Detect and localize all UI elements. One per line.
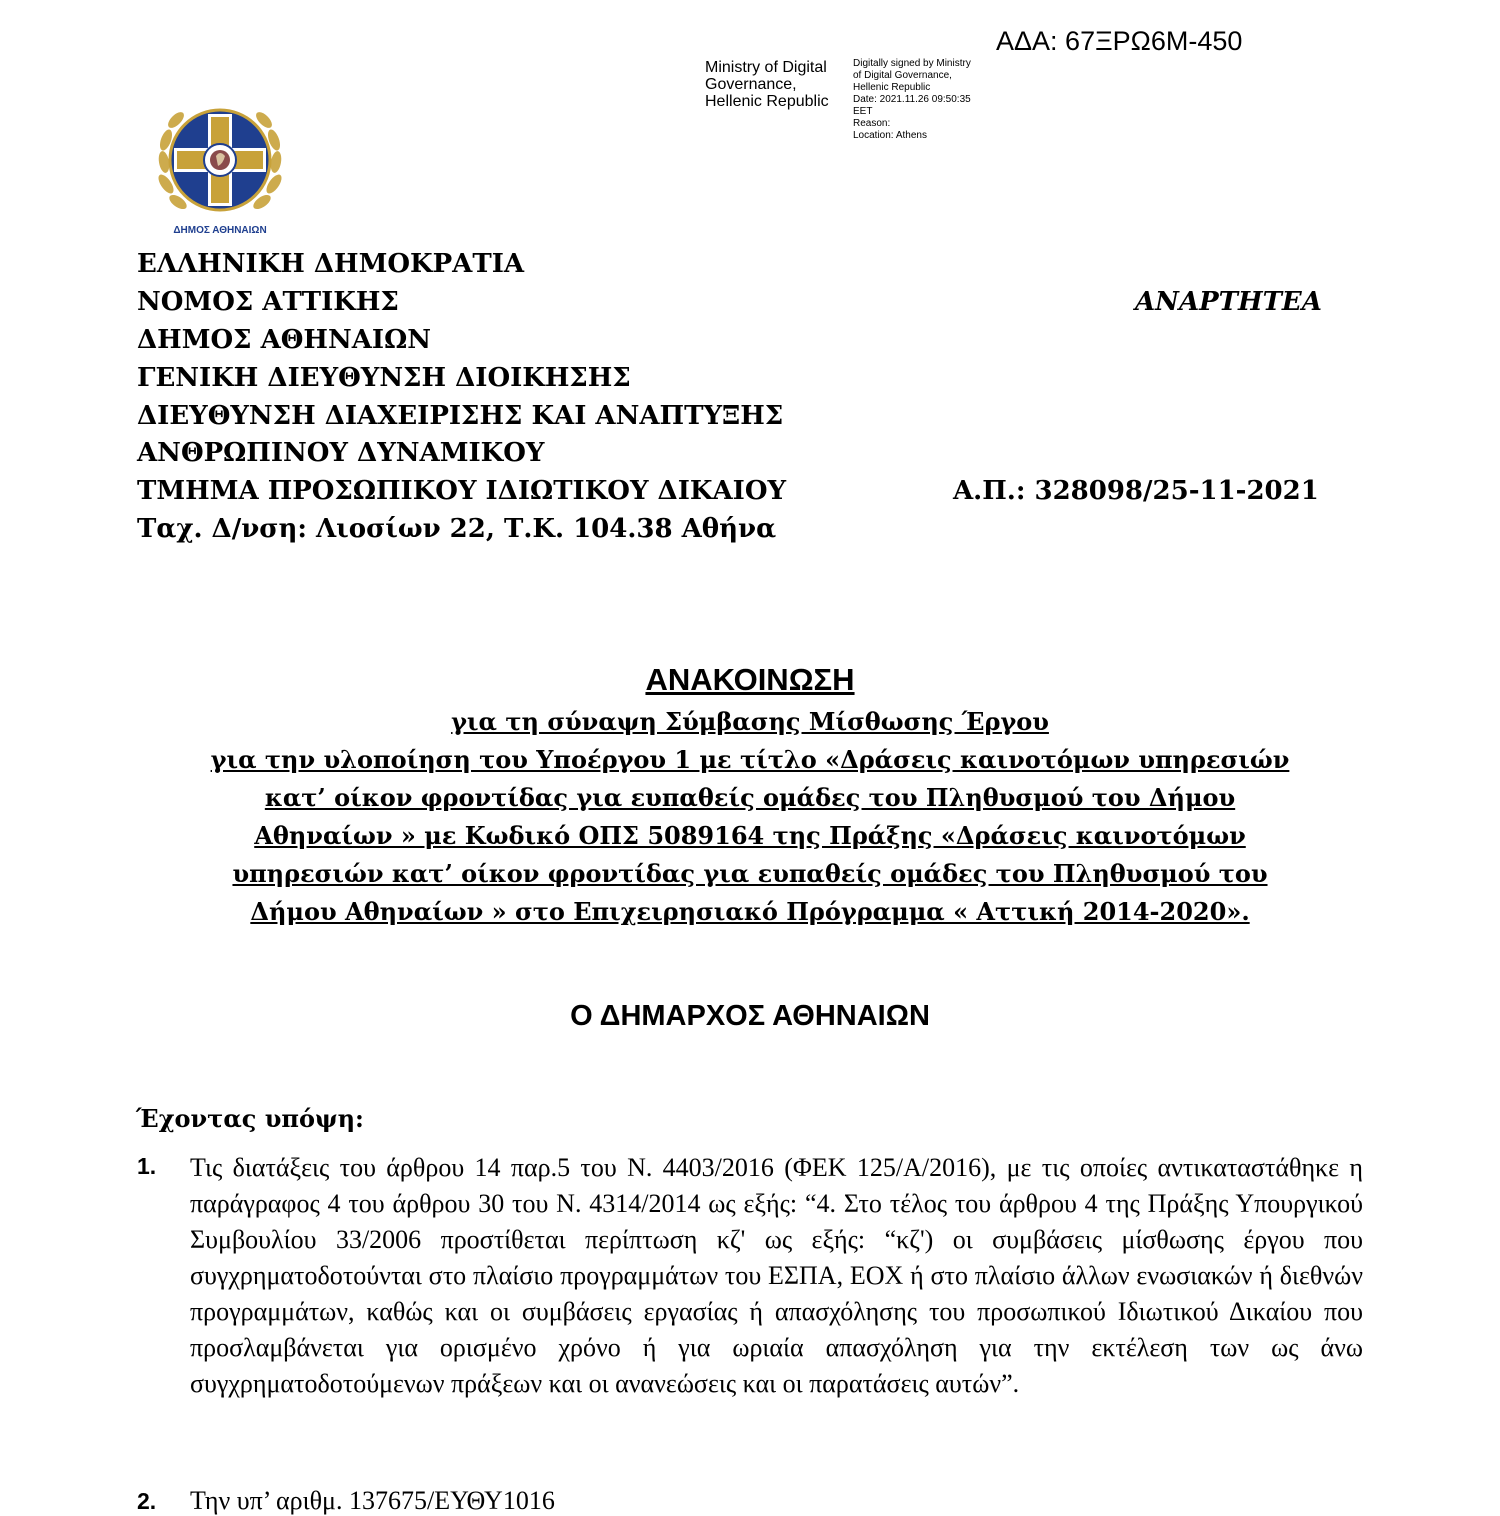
protocol-number: Α.Π.: 328098/25-11-2021 bbox=[953, 476, 1319, 506]
header-line-department: ΤΜΗΜΑ ΠΡΟΣΩΠΙΚΟΥ ΙΔΙΩΤΙΚΟΥ ΔΙΚΑΙΟΥ bbox=[137, 476, 787, 506]
logo-caption: ΔΗΜΟΣ ΑΘΗΝΑΙΩΝ bbox=[173, 225, 267, 236]
item-text: Τις διατάξεις του άρθρου 14 παρ.5 του Ν. 4403/2016 (ΦΕΚ 125/Α/2016), με τις οποίες αντικαταστάθηκε η παράγραφος 4 του άρθρου 30 του Ν. 4314/2014 ως εξής: “4. Στο τέλος του άρθρου 4 της Πράξης Υπουργικού Συμβουλίου 33/2006 προστίθεται περίπτωση κζ' ως εξής: “κζ') οι συμβάσεις μίσθωσης έργου που συγχρηματοδοτούνται στο πλαίσιο προγραμμάτων του ΕΣΠΑ, ΕΟΧ ή στο πλαίσιο άλλων ενωσιακών ή διεθνών προγραμμάτων, καθώς και οι συμβάσεις εργασίας ή απασχόλησης του προσωπικού Ιδιωτικού Δικαίου που προσλαμβάνεται για ορισμένο χρόνο ή για ωριαία απασχόληση για την εκτέλεση των ως άνω συγχρηματοδοτούμενων πράξεων και οι ανανεώσεις και οι παρατάσεις αυτών”. bbox=[190, 1153, 1363, 1398]
signature-detail-line: Reason: bbox=[853, 118, 891, 129]
header-line-republic: ΕΛΛΗΝΙΚΗ ΔΗΜΟΚΡΑΤΙΑ bbox=[137, 249, 525, 279]
digital-signature-signer bbox=[705, 59, 829, 110]
signature-detail-line: EET bbox=[853, 106, 873, 117]
considering-heading: Έχοντας υπόψη: bbox=[136, 1104, 364, 1133]
signature-detail-line: Location: Athens bbox=[853, 130, 927, 141]
header-line-directorate: ΔΙΕΥΘΥΝΣΗ ΔΙΑΧΕΙΡΙΣΗΣ ΚΑΙ ΑΝΑΠΤΥΞΗΣ bbox=[137, 401, 784, 431]
signer-line: Hellenic Republic bbox=[705, 93, 829, 110]
mayor-heading: Ο ΔΗΜΑΡΧΟΣ ΑΘΗΝΑΙΩΝ bbox=[570, 1000, 930, 1032]
announcement-subtitle-line: κατ’ οίκον φροντίδας για ευπαθείς ομάδες του Πληθυσμού του Δήμου bbox=[264, 783, 1236, 812]
signer-line: Ministry of Digital bbox=[705, 59, 827, 76]
header-line-municipality: ΔΗΜΟΣ ΑΘΗΝΑΙΩΝ bbox=[137, 325, 431, 355]
ada-code: ΑΔΑ: 67ΞΡΩ6Μ-450 bbox=[996, 26, 1243, 56]
digital-signature-details bbox=[853, 58, 971, 142]
signature-detail-line: Date: 2021.11.26 09:50:35 bbox=[853, 94, 971, 105]
announcement-subtitle-line: για την υλοποίηση του Υποέργου 1 με τίτλο «Δράσεις καινοτόμων υπηρεσιών bbox=[210, 745, 1290, 774]
item-text: Την υπ’ αριθμ. 137675/ΕΥΘΥ1016 bbox=[190, 1486, 555, 1515]
announcement-subtitle-line: για τη σύναψη Σύμβασης Μίσθωσης Έργου bbox=[451, 707, 1049, 736]
header-line-general-directorate: ΓΕΝΙΚΗ ΔΙΕΥΘΥΝΣΗ ΔΙΟΙΚΗΣΗΣ bbox=[137, 363, 631, 393]
announcement-subtitle-line: υπηρεσιών κατ’ οίκον φροντίδας για ευπαθείς ομάδες του Πληθυσμού του bbox=[232, 859, 1268, 888]
item-number: 1. bbox=[137, 1153, 157, 1179]
announcement-subtitle-line: Αθηναίων » με Κωδικό ΟΠΣ 5089164 της Πράξης «Δράσεις καινοτόμων bbox=[254, 821, 1246, 850]
signature-detail-line: Hellenic Republic bbox=[853, 82, 931, 93]
signer-line: Governance, bbox=[705, 76, 797, 93]
announcement-subtitle-line: Δήμου Αθηναίων » στο Επιχειρησιακό Πρόγραμμα « Αττική 2014-2020». bbox=[250, 897, 1250, 926]
item-number: 2. bbox=[137, 1488, 157, 1514]
posting-label: ΑΝΑΡΤΗΤΕΑ bbox=[1135, 287, 1322, 317]
municipality-seal-logo bbox=[150, 92, 290, 240]
signature-detail-line: Digitally signed by Ministry bbox=[853, 58, 971, 69]
signature-detail-line: of Digital Governance, bbox=[853, 70, 952, 81]
announcement-title: ΑΝΑΚΟΙΝΩΣΗ bbox=[645, 662, 855, 697]
header-line-address: Ταχ. Δ/νση: Λιοσίων 22, Τ.Κ. 104.38 Αθήνα bbox=[137, 514, 777, 544]
header-line-prefecture: ΝΟΜΟΣ ΑΤΤΙΚΗΣ bbox=[137, 287, 399, 317]
header-line-directorate-cont: ΑΝΘΡΩΠΙΝΟΥ ΔΥΝΑΜΙΚΟΥ bbox=[137, 438, 545, 468]
